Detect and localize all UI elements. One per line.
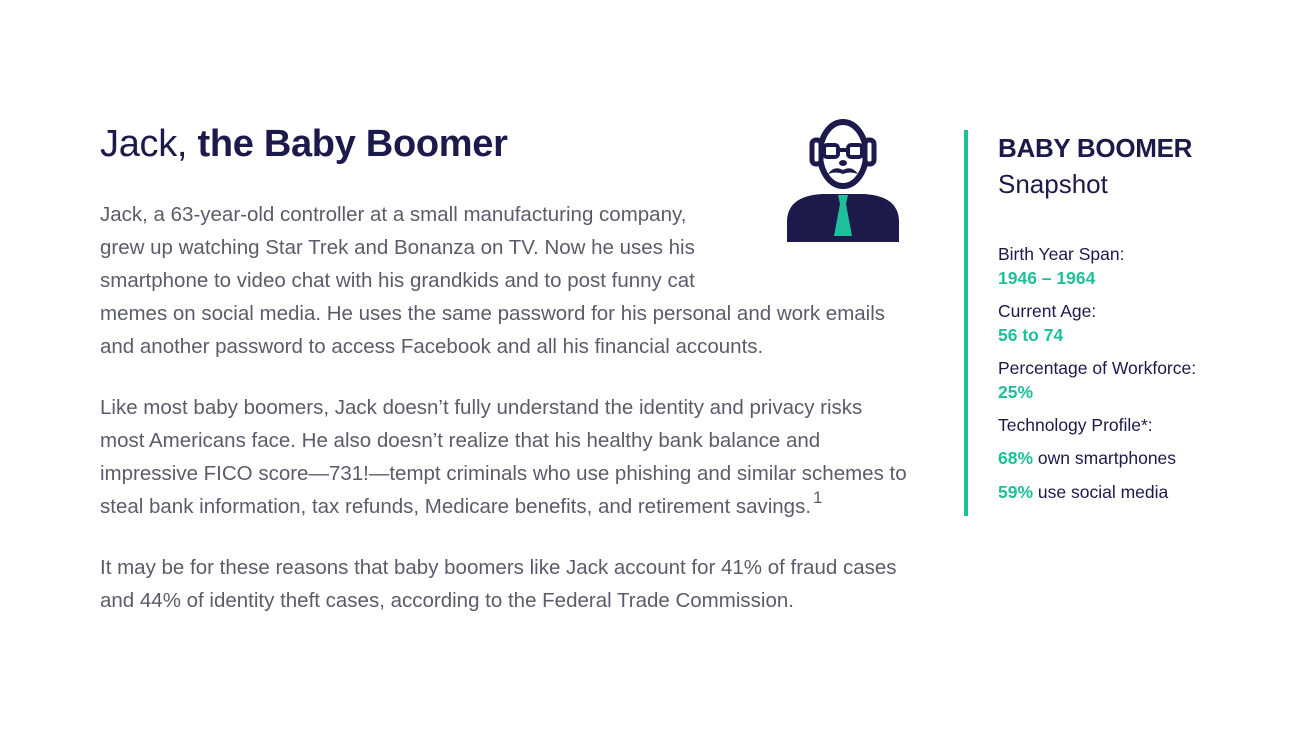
intro-line: smartphone to video chat with his grandkids and to post funny cat (100, 269, 695, 292)
tech-item-pct: 59% (998, 482, 1034, 502)
birth-year-label: Birth Year Span: (998, 244, 1125, 264)
tech-item-text: use social media (1037, 482, 1169, 502)
title-name: Jack, (100, 123, 188, 165)
current-age-label: Current Age: (998, 301, 1097, 321)
snapshot-sidebar (964, 130, 1268, 516)
tech-item-text: own smartphones (1037, 448, 1177, 468)
intro-rest: memes on social media. He uses the same password for his personal and work emails and another password to access Facebook and all his financial accounts. (100, 302, 886, 358)
tech-profile-label: Technology Profile*: (998, 415, 1153, 435)
workforce-label: Percentage of Workforce: (998, 358, 1197, 378)
fraud-paragraph: It may be for these reasons that baby boomers like Jack account for 41% of fraud cases and 44% of identity theft cases, according to the Federal Trade Commission. (100, 556, 897, 612)
snapshot-subheading: Snapshot (998, 169, 1108, 199)
footnote-marker: 1 (813, 488, 823, 507)
tech-item-smartphones (998, 446, 1268, 470)
intro-line: grew up watching Star Trek and Bonanza on TV. Now he uses his (100, 236, 695, 259)
risk-text: Like most baby boomers, Jack doesn’t fully understand the identity and privacy risks most Americans face. He also doesn’t realize that his healthy bank balance and impressive FICO score—731!—tempt criminals who use phishing and similar schemes to steal bank information, tax refunds, Medicare benefits, and retirement savings. (100, 396, 907, 518)
title-role: the Baby Boomer (197, 123, 508, 165)
tech-item-social-media (998, 480, 1268, 504)
snapshot-content (998, 130, 1268, 504)
current-age-value: 56 to 74 (998, 325, 1064, 345)
tech-item-pct: 68% (998, 448, 1034, 468)
workforce-value: 25% (998, 382, 1034, 402)
baby-boomer-avatar-icon (786, 118, 900, 244)
birth-year-value: 1946 – 1964 (998, 268, 1096, 288)
intro-line: Jack, a 63-year-old controller at a small manufacturing company, (100, 203, 687, 226)
risk-paragraph (100, 391, 910, 523)
snapshot-heading: BABY BOOMER (998, 133, 1193, 163)
